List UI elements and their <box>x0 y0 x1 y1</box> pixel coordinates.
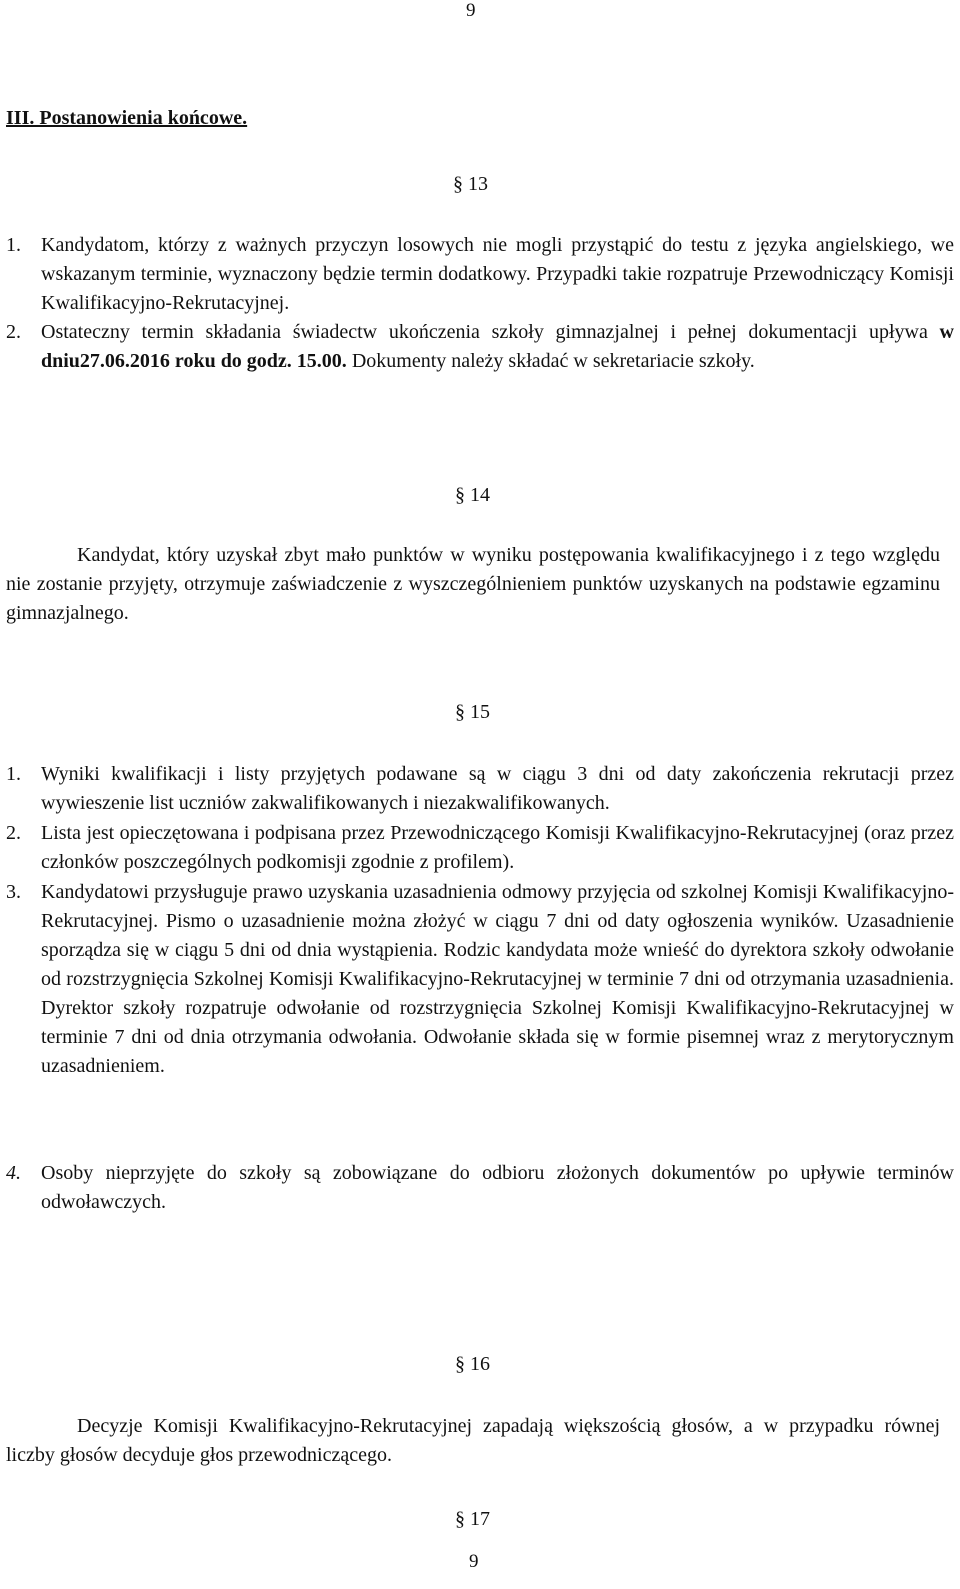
section-16-paragraph: Decyzje Komisji Kwalifikacyjno-Rekrutacyjnej zapadają większością głosów, a w przypadku równej liczby głosów decyduje głos przewodniczącego. <box>6 1415 940 1466</box>
section-15-item-3 <box>6 878 954 1081</box>
item-number: 3. <box>6 881 21 903</box>
section-15-item-2 <box>6 819 954 877</box>
section-14-title: § 14 <box>455 484 490 506</box>
item-number: 2. <box>6 822 21 844</box>
section-13-item-1 <box>6 231 954 318</box>
item-text: Lista jest opieczętowana i podpisana przez Przewodniczącego Komisji Kwalifikacyjno-Rekrutacyjnej (oraz przez członków poszczególnych podkomisji zgodnie z profilem). <box>41 822 954 873</box>
section-16-title: § 16 <box>455 1353 490 1375</box>
item-text: Osoby nieprzyjęte do szkoły są zobowiązane do odbioru złożonych dokumentów po upływie terminów odwoławczych. <box>41 1162 954 1213</box>
page-number-bottom: 9 <box>469 1551 479 1572</box>
item-number: 4. <box>6 1162 21 1184</box>
page-number-top: 9 <box>466 0 476 21</box>
section-15-item-1 <box>6 760 954 818</box>
item-text: Wyniki kwalifikacji i listy przyjętych podawane są w ciągu 3 dni od daty zakończenia rekrutacji przez wywieszenie list uczniów zakwalifikowanych i niezakwalifikowanych. <box>41 763 954 814</box>
section-17-title: § 17 <box>455 1508 490 1530</box>
item-number: 1. <box>6 234 21 256</box>
chapter-heading-text: III. Postanowienia końcowe. <box>6 107 248 129</box>
deadline-text: w dniu27.06.2016 roku do godz. 15.00. <box>41 321 954 372</box>
item-text-part: Ostateczny termin składania świadectw ukończenia szkoły gimnazjalnej i pełnej dokumentacji upływa <box>41 321 940 343</box>
section-14-paragraph: Kandydat, który uzyskał zbyt mało punktów w wyniku postępowania kwalifikacyjnego i z tego względu nie zostanie przyjęty, otrzymuje zaświadczenie z wyszczególnieniem punktów uzyskanych na podstawie egzaminu gimnazjalnego. <box>6 544 940 624</box>
chapter-heading <box>6 104 247 133</box>
section-15-item-4 <box>6 1159 954 1217</box>
item-text <box>41 318 954 376</box>
item-number: 1. <box>6 763 21 785</box>
section-13-item-2 <box>6 318 954 376</box>
item-text: Kandydatom, którzy z ważnych przyczyn losowych nie mogli przystąpić do testu z języka angielskiego, we wskazanym terminie, wyznaczony będzie termin dodatkowy. Przypadki takie rozpatruje Przewodniczący Komisji Kwalifikacyjno-Rekrutacyjnej. <box>41 234 954 314</box>
item-number: 2. <box>6 321 21 343</box>
section-13-title: § 13 <box>453 173 488 195</box>
section-15-title: § 15 <box>455 701 490 723</box>
item-text-part: Dokumenty należy składać w sekretariacie szkoły. <box>346 350 755 372</box>
item-text: Kandydatowi przysługuje prawo uzyskania uzasadnienia odmowy przyjęcia od szkolnej Komisji Kwalifikacyjno-Rekrutacyjnej. Pismo o uzasadnienie można złożyć w ciągu 7 dni od daty ogłoszenia wyników. Uzasadnienie sporządza się w ciągu 5 dni od dnia wystąpienia. Rodzic kandydata może wnieść do dyrektora szkoły odwołanie od rozstrzygnięcia Szkolnej Komisji Kwalifikacyjno-Rekrutacyjnej w terminie 7 dni od otrzymania uzasadnienia. Dyrektor szkoły rozpatruje odwołanie od rozstrzygnięcia Szkolnej Komisji Kwalifikacyjno-Rekrutacyjnej w terminie 7 dni od dnia otrzymania odwołania. Odwołanie składa się w formie pisemnej wraz z merytorycznym uzasadnieniem. <box>41 881 954 1077</box>
